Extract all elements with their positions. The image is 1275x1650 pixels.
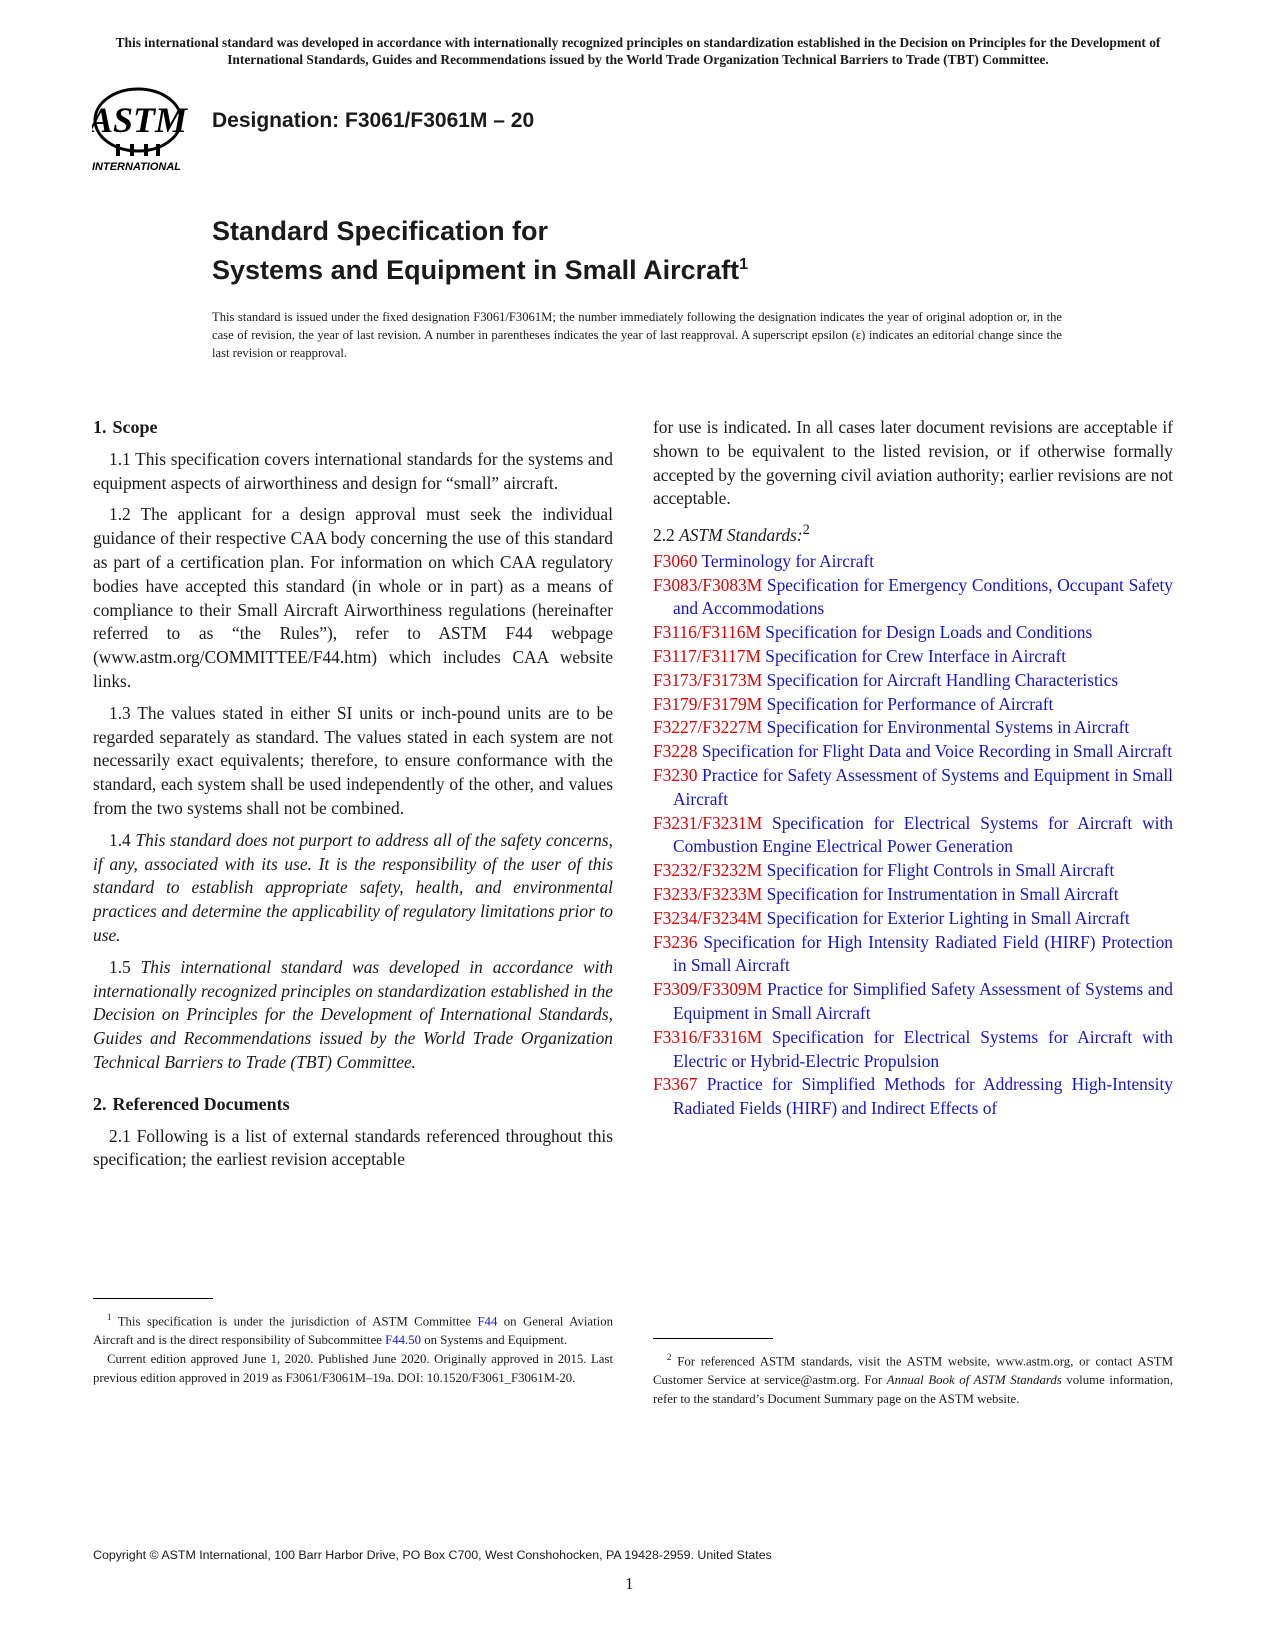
- reference-title-link[interactable]: Specification for Emergency Conditions, Occupant Safety and Accommodations: [673, 574, 1173, 619]
- reference-title-link[interactable]: Specification for Flight Data and Voice Recording in Small Aircraft: [701, 741, 1173, 762]
- reference-title-link[interactable]: Specification for Design Loads and Conditions: [765, 622, 1093, 643]
- title-line-2: Systems and Equipment in Small Aircraft$^1$: [212, 255, 749, 285]
- reference-title-link[interactable]: Specification for Exterior Lighting in Small Aircraft: [766, 907, 1130, 928]
- reference-code-link[interactable]: F3179/F3179M: [653, 693, 763, 714]
- reference-code-link[interactable]: F3232/F3232M: [653, 860, 763, 881]
- paragraph-1-5: 1.5 This international standard was developed in accordance with internationally recognized principles on standardization established in the Decision on Principles for the Development of International Standards, Guides and Recommendations issued by the World Trade Organization Technical Barriers to Trade (TBT) Committee.: [93, 956, 613, 1072]
- reference-item: [653, 931, 1173, 979]
- reference-code-link[interactable]: F3116/F3116M: [653, 622, 761, 643]
- reference-title-link[interactable]: Practice for Safety Assessment of Systems and Equipment in Small Aircraft: [673, 764, 1173, 809]
- right-column: [653, 416, 1173, 1121]
- reference-title-link[interactable]: Specification for High Intensity Radiated Field (HIRF) Protection in Small Aircraft: [673, 931, 1173, 976]
- reference-code-link[interactable]: F3227/F3227M: [653, 717, 763, 738]
- logo-letters: ASTM: [92, 100, 188, 140]
- paragraph-1-1: 1.1 This specification covers international standards for the systems and equipment aspects of airworthiness and design for “small” aircraft.: [93, 448, 613, 493]
- reference-title-link[interactable]: Specification for Performance of Aircraft: [766, 693, 1054, 714]
- reference-code-link[interactable]: F3117/F3117M: [653, 645, 761, 666]
- reference-code-link[interactable]: F3236: [653, 931, 698, 952]
- reference-item: [653, 550, 1173, 574]
- astm-logo-icon: [92, 84, 202, 176]
- footnote-rule-right: [653, 1338, 773, 1339]
- subcommittee-link[interactable]: F44.50: [385, 1333, 422, 1348]
- reference-code-link[interactable]: F3309/F3309M: [653, 979, 763, 1000]
- reference-title-link[interactable]: Specification for Flight Controls in Small Aircraft: [766, 860, 1115, 881]
- astm-logo: [92, 84, 202, 176]
- footnote-2-mark[interactable]: 2: [802, 522, 810, 539]
- footnote-2: $^2$ For referenced ASTM standards, visit the ASTM website, www.astm.org, or contact ASTM Customer Service at service@astm.org. For Annual Book of ASTM Standards volume information, refer to the standard’s Document Summary page on the ASTM website.: [653, 1352, 1174, 1407]
- paragraph-2-2: 2.2 ASTM Standards:$^2$: [653, 522, 810, 545]
- reference-title-link[interactable]: Terminology for Aircraft: [701, 550, 875, 571]
- page-number: 1: [625, 1574, 634, 1593]
- paragraph-1-4: 1.4 This standard does not purport to address all of the safety concerns, if any, associated with its use. It is the responsibility of the user of this standard to establish appropriate safety, health, and environmental practices and determine the applicability of regulatory limitations prior to use.: [93, 829, 613, 945]
- edition-note: Current edition approved June 1, 2020. Published June 2020. Originally approved in 2015. Last previous edition approved in 2019 as F3061/F3061M–19a. DOI: 10.1520/F3061_F3061M-20.: [93, 1352, 613, 1386]
- footnote-rule-left: [93, 1298, 213, 1299]
- section-1-heading: 1. Scope: [93, 417, 158, 437]
- reference-item: [653, 716, 1173, 740]
- reference-title-link[interactable]: Specification for Crew Interface in Aircraft: [765, 645, 1067, 666]
- section-2-heading: 2. Referenced Documents: [93, 1093, 290, 1114]
- paragraph-2-1: 2.1 Following is a list of external standards referenced throughout this specification; the earliest revision acceptable: [93, 1125, 613, 1170]
- reference-code-link[interactable]: F3316/F3316M: [653, 1026, 763, 1047]
- paragraph-1-2: 1.2 The applicant for a design approval must seek the individual guidance of their respective CAA body concerning the use of this standard as part of a certification plan. For information on which CAA regulatory bodies have accepted this standard (in whole or in part) as a means of compliance to their Small Aircraft Airworthiness regulations (hereinafter referred to as “the Rules”), refer to ASTM F44 webpage (www.astm.org/COMMITTEE/F44.htm) which includes CAA website links.: [93, 504, 613, 691]
- reference-title-link[interactable]: Specification for Instrumentation in Small Aircraft: [766, 883, 1119, 904]
- reference-item: [653, 740, 1173, 764]
- left-column: [93, 416, 613, 1180]
- reference-code-link[interactable]: F3233/F3233M: [653, 883, 763, 904]
- reference-item: [653, 764, 1173, 812]
- reference-item: [653, 883, 1173, 907]
- reference-item: [653, 669, 1173, 693]
- wto-notice: This international standard was developed in accordance with internationally recognized principles on standardization established in the Decision on Principles for the Development of International Standards, Guides and Recommendations issued by the World Trade Organization Technical Barriers to Trade (TBT) Committee.: [115, 35, 1161, 67]
- reference-code-link[interactable]: F3060: [653, 550, 698, 571]
- reference-list: [653, 550, 1173, 1121]
- paragraph-2-1-continued: for use is indicated. In all cases later document revisions are acceptable if shown to be equivalent to the listed revision, or if otherwise formally accepted by the governing civil aviation authority; earlier revisions are not acceptable.: [653, 417, 1173, 509]
- reference-code-link[interactable]: F3228: [653, 741, 698, 762]
- reference-item: [653, 907, 1173, 931]
- reference-code-link[interactable]: F3083/F3083M: [653, 574, 763, 595]
- reference-item: [653, 574, 1173, 622]
- paragraph-1-3: 1.3 The values stated in either SI units or inch-pound units are to be regarded separately as standard. The values stated in each system are not necessarily exact equivalents; therefore, to ensure conformance with the standard, each system shall be used independently of the other, and values from the two systems shall not be combined.: [93, 702, 613, 818]
- reference-title-link[interactable]: Specification for Environmental Systems in Aircraft: [766, 717, 1130, 738]
- designation: Designation: F3061/F3061M – 20: [212, 109, 535, 132]
- committee-link[interactable]: F44: [477, 1314, 498, 1329]
- title-footnote-mark[interactable]: 1: [739, 256, 749, 273]
- reference-item: [653, 1026, 1173, 1074]
- reference-item: [653, 621, 1173, 645]
- reference-code-link[interactable]: F3234/F3234M: [653, 907, 763, 928]
- copyright: Copyright © ASTM International, 100 Barr Harbor Drive, PO Box C700, West Conshohocken, PA 19428-2959. United States: [93, 1548, 772, 1562]
- reference-item: [653, 859, 1173, 883]
- reference-title-link[interactable]: Specification for Electrical Systems for Aircraft with Electric or Hybrid-Electric Propulsion: [673, 1026, 1173, 1071]
- reference-item: [653, 812, 1173, 860]
- document-title: [212, 214, 748, 287]
- reference-item: [653, 1073, 1173, 1121]
- reference-code-link[interactable]: F3367: [653, 1074, 698, 1095]
- reference-code-link[interactable]: F3230: [653, 764, 698, 785]
- reference-title-link[interactable]: Practice for Simplified Methods for Addressing High-Intensity Radiated Fields (HIRF) and Indirect Effects of: [673, 1074, 1173, 1119]
- issue-note: This standard is issued under the fixed designation F3061/F3061M; the number immediately following the designation indicates the year of original adoption or, in the case of revision, the year of last revision. A number in parentheses indicates the year of last reapproval. A superscript epsilon (ε) indicates an editorial change since the last revision or reapproval.: [212, 310, 1062, 360]
- reference-item: [653, 978, 1173, 1026]
- title-line-1: Standard Specification for: [212, 216, 549, 246]
- reference-code-link[interactable]: F3231/F3231M: [653, 812, 763, 833]
- reference-title-link[interactable]: Specification for Electrical Systems for Aircraft with Combustion Engine Electrical Power Generation: [673, 812, 1173, 857]
- footnote-1: $^1$ This specification is under the jurisdiction of ASTM Committee F44 on General Aviation Aircraft and is the direct responsibility of Subcommittee F44.50 on Systems and Equipment. Current edition approved June 1, 2020. Published June 2020. Originally approved in 2015. Last previous edition approved in 2019 as F3061/F3061M–19a. DOI: 10.1520/F3061_F3061M-20.: [93, 1308, 613, 1388]
- reference-title-link[interactable]: Specification for Aircraft Handling Characteristics: [766, 669, 1119, 690]
- reference-item: [653, 693, 1173, 717]
- reference-item: [653, 645, 1173, 669]
- reference-title-link[interactable]: Practice for Simplified Safety Assessment of Systems and Equipment in Small Aircraft: [673, 979, 1173, 1023]
- reference-code-link[interactable]: F3173/F3173M: [653, 669, 763, 690]
- logo-text: INTERNATIONAL: [92, 161, 182, 173]
